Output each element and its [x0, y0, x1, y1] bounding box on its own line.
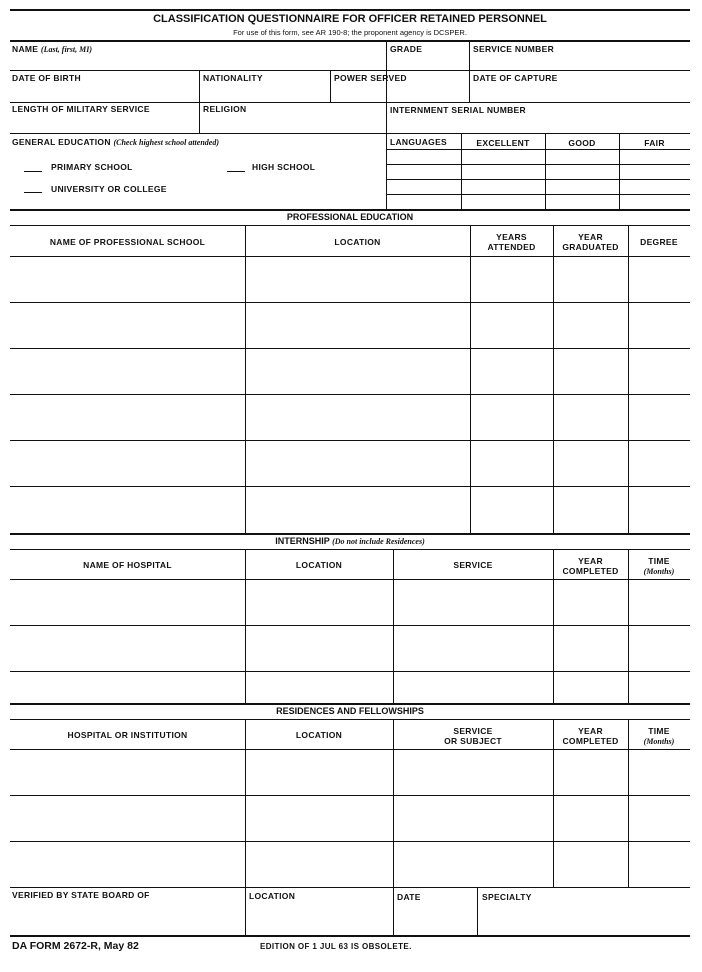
col-location: LOCATION	[295, 730, 343, 740]
divider	[245, 549, 246, 703]
table-row	[10, 440, 690, 441]
date-of-birth-label: DATE OF BIRTH	[12, 73, 81, 83]
col-hospital-institution: HOSPITAL OR INSTITUTION	[67, 730, 188, 740]
col-years-attended: YEARS ATTENDED	[487, 232, 536, 252]
row-rule	[10, 749, 690, 750]
high-school-checkbox[interactable]	[227, 171, 245, 172]
good-label: GOOD	[568, 138, 596, 148]
residences-title: RESIDENCES AND FELLOWSHIPS	[276, 706, 424, 716]
col-year-completed: YEAR COMPLETED	[562, 556, 619, 576]
col-service-subject: SERVICE OR SUBJECT	[444, 726, 502, 746]
fair-label: FAIR	[644, 138, 665, 148]
table-row	[10, 795, 690, 796]
row-rule	[10, 719, 690, 720]
professional-education-title: PROFESSIONAL EDUCATION	[286, 212, 414, 222]
section-rule	[10, 533, 690, 535]
languages-entry-area[interactable]	[387, 150, 461, 208]
primary-school-label: PRIMARY SCHOOL	[51, 162, 133, 172]
form-id: DA FORM 2672-R, May 82	[12, 940, 139, 952]
bottom-border	[10, 935, 690, 937]
col-year-graduated: YEAR GRADUATED	[562, 232, 619, 252]
primary-school-checkbox[interactable]	[24, 171, 42, 172]
col-degree: DEGREE	[640, 237, 678, 247]
service-number-label: SERVICE NUMBER	[473, 44, 555, 54]
general-education-label: GENERAL EDUCATION (Check highest school attended)	[12, 137, 219, 147]
grade-label: GRADE	[390, 44, 423, 54]
col-hospital: NAME OF HOSPITAL	[83, 560, 172, 570]
table-row	[10, 394, 690, 395]
col-time-months: TIME (Months)	[643, 726, 675, 746]
col-service: SERVICE	[453, 560, 493, 570]
table-row	[10, 348, 690, 349]
table-row	[10, 302, 690, 303]
col-year-completed: YEAR COMPLETED	[562, 726, 619, 746]
table-row	[10, 841, 690, 842]
section-rule	[10, 703, 690, 705]
row-rule	[10, 225, 690, 226]
col-professional-school: NAME OF PROFESSIONAL SCHOOL	[49, 237, 206, 247]
high-school-label: HIGH SCHOOL	[252, 162, 316, 172]
length-of-service-label: LENGTH OF MILITARY SERVICE	[12, 104, 150, 114]
internment-serial-label: INTERNMENT SERIAL NUMBER	[390, 105, 526, 115]
edition-note: EDITION OF 1 JUL 63 IS OBSOLETE.	[260, 942, 412, 951]
verified-location-label: LOCATION	[249, 891, 296, 901]
date-of-capture-label: DATE OF CAPTURE	[473, 73, 558, 83]
verified-board-label: VERIFIED BY STATE BOARD OF	[12, 890, 150, 900]
name-label: NAME (Last, first, MI)	[12, 44, 93, 54]
verified-date-label: DATE	[397, 892, 421, 902]
form-subtitle: For use of this form, see AR 190-8; the proponent agency is DCSPER.	[233, 28, 467, 37]
form-title: CLASSIFICATION QUESTIONNAIRE FOR OFFICER RETAINED PERSONNEL	[153, 13, 547, 25]
col-time-months: TIME (Months)	[643, 556, 675, 576]
table-row	[10, 671, 690, 672]
row-rule	[10, 133, 690, 134]
section-rule	[10, 209, 690, 211]
specialty-label: SPECIALTY	[482, 892, 532, 902]
table-row	[10, 625, 690, 626]
col-location: LOCATION	[295, 560, 343, 570]
row-rule	[10, 549, 690, 550]
nationality-label: NATIONALITY	[203, 73, 263, 83]
row-rule	[10, 256, 690, 257]
university-checkbox[interactable]	[24, 192, 42, 193]
divider	[393, 549, 394, 703]
languages-label: LANGUAGES	[390, 137, 448, 147]
row-rule	[10, 579, 690, 580]
table-row	[10, 486, 690, 487]
top-border	[10, 9, 690, 11]
religion-label: RELIGION	[203, 104, 247, 114]
power-served-label: POWER SERVED	[334, 73, 407, 83]
col-location: LOCATION	[334, 237, 381, 247]
internship-title: INTERNSHIP (Do not include Residences)	[275, 536, 425, 546]
excellent-label: EXCELLENT	[476, 138, 530, 148]
divider	[245, 719, 246, 887]
university-label: UNIVERSITY OR COLLEGE	[51, 184, 167, 194]
